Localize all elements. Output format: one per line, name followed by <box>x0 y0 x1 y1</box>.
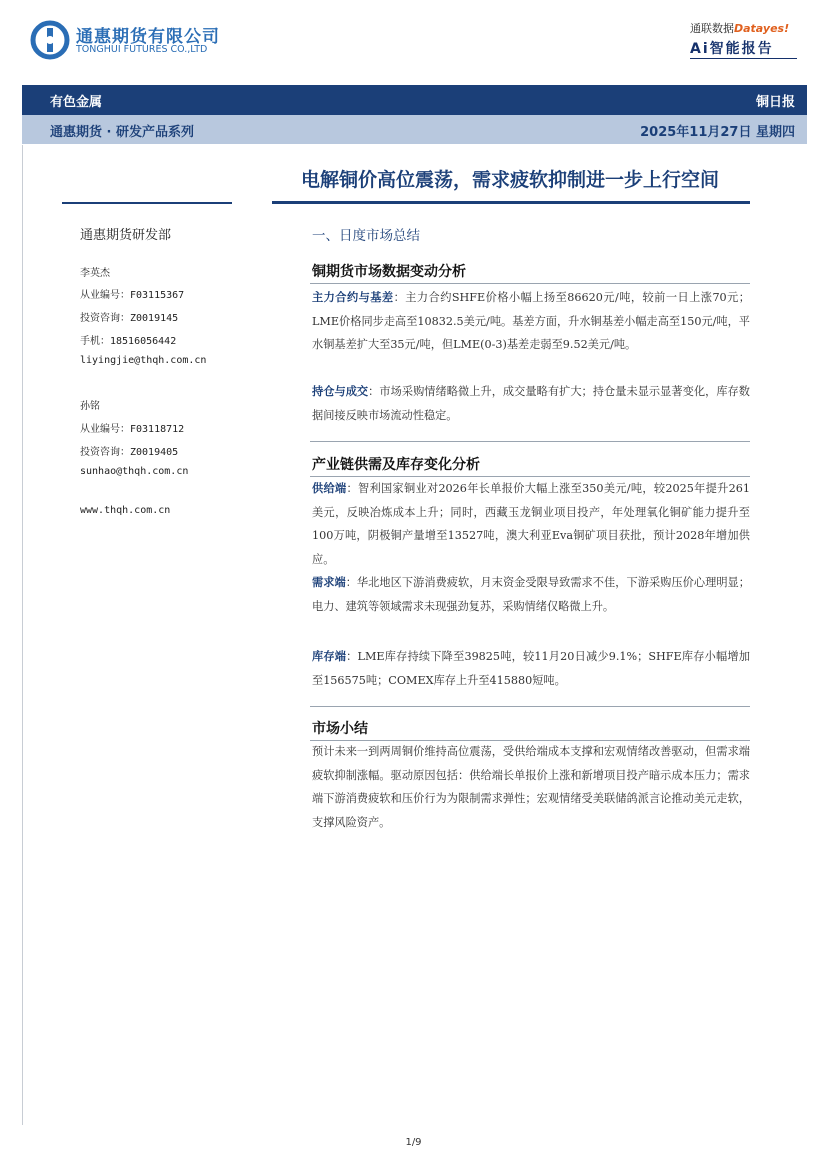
author-invest-number: 投资咨询：Z0019145 <box>80 313 179 324</box>
partner-accent: Datayes! <box>734 22 790 35</box>
subsection-title: 铜期货市场数据变动分析 <box>312 264 466 280</box>
author-invest-number: 投资咨询：Z0019405 <box>80 447 179 458</box>
author-email[interactable]: liyingjie@thqh.com.cn <box>80 355 207 366</box>
paragraph-label: 需求端 <box>312 576 346 589</box>
page-number: 1/9 <box>405 1137 422 1148</box>
subsection-divider <box>310 283 750 284</box>
website-link[interactable]: www.thqh.com.cn <box>80 505 171 516</box>
author-cert-number: 从业编号：F03115367 <box>80 290 185 301</box>
paragraph-text: ：LME库存持续下降至39825吨，较11月20日减少9.1%；SHFE库存小幅增加至156575吨；COMEX库存上升至415880短吨。 <box>312 650 750 687</box>
paragraph-text: ：主力合约SHFE价格小幅上扬至86620元/吨，较前一日上涨70元；LME价格同步走高至10832.5美元/吨。基差方面，升水铜基差小幅走高至150元/吨，平水铜基差扩大至35元/吨，但LME(0-3)基差走弱至9.52美元/吨。 <box>312 291 750 352</box>
report-date: 2025年11月27日 星期四 <box>640 125 795 140</box>
subsection-divider <box>310 441 750 442</box>
paragraph <box>312 380 750 427</box>
paragraph <box>312 286 750 357</box>
paragraph-text: ：华北地区下游消费疲软，月末资金受限导致需求不佳，下游采购压价心理明显；电力、建筑等领域需求未现强劲复苏，采购情绪仅略微上升。 <box>312 576 750 613</box>
paragraph-label: 持仓与成交 <box>312 385 369 398</box>
partner-brand <box>690 20 789 36</box>
subsection-title: 产业链供需及库存变化分析 <box>312 457 480 473</box>
department-name: 通惠期货研发部 <box>80 228 172 243</box>
report-title: 电解铜价高位震荡，需求疲软抑制进一步上行空间 <box>300 169 719 191</box>
category-label: 有色金属 <box>50 95 103 110</box>
sidebar-divider <box>62 202 232 204</box>
company-logo-icon <box>30 20 70 60</box>
ai-report-label: Ai智能报告 <box>690 41 774 57</box>
author-email[interactable]: sunhao@thqh.com.cn <box>80 466 189 477</box>
subsection-divider <box>310 706 750 707</box>
left-margin-rule <box>22 145 23 1125</box>
author-name: 孙铭 <box>80 401 100 412</box>
report-type-label: 铜日报 <box>755 95 795 110</box>
paragraph-text: ：智利国家铜业对2026年长单报价大幅上涨至350美元/吨，较2025年提升261美元，反映冶炼成本上升；同时，西藏玉龙铜业项目投产，年处理氧化铜矿能力提升至100万吨，阴极铜产量增至13527吨，澳大利亚Eva铜矿项目获批，预计2028年增加供应。 <box>312 482 750 566</box>
paragraph: 预计未来一到两周铜价维持高位震荡，受供给端成本支撑和宏观情绪改善驱动，但需求端疲软抑制涨幅。驱动原因包括：供给端长单报价上涨和新增项目投产暗示成本压力；需求端下游消费疲软和压价行为为限制需求弹性；宏观情绪受美联储鸽派言论推动美元走软，支撑风险资产。 <box>312 745 750 829</box>
paragraph-text: ：市场采购情绪略微上升，成交量略有扩大；持仓量未显示显著变化，库存数据间接反映市场流动性稳定。 <box>312 385 750 422</box>
paragraph-label: 供给端 <box>312 482 347 495</box>
partner-prefix: 通联数据 <box>690 22 734 35</box>
author-name: 李英杰 <box>80 268 110 279</box>
company-name-en: TONGHUI FUTURES CO.,LTD <box>76 44 208 55</box>
company-name-cn: 通惠期货有限公司 <box>76 27 220 47</box>
title-divider <box>272 201 750 204</box>
paragraph <box>312 645 750 692</box>
section-heading: 一、日度市场总结 <box>312 228 420 244</box>
category-banner <box>22 85 807 115</box>
paragraph-label: 主力合约与基差 <box>312 291 394 304</box>
author-cert-number: 从业编号：F03118712 <box>80 424 185 435</box>
paragraph <box>312 477 750 571</box>
author-phone: 手机：18516056442 <box>80 336 177 347</box>
subsection-title: 市场小结 <box>312 721 368 737</box>
paragraph-label: 库存端 <box>312 650 347 663</box>
header-divider <box>690 58 797 59</box>
series-label: 通惠期货 · 研发产品系列 <box>50 125 194 140</box>
paragraph <box>312 571 750 618</box>
